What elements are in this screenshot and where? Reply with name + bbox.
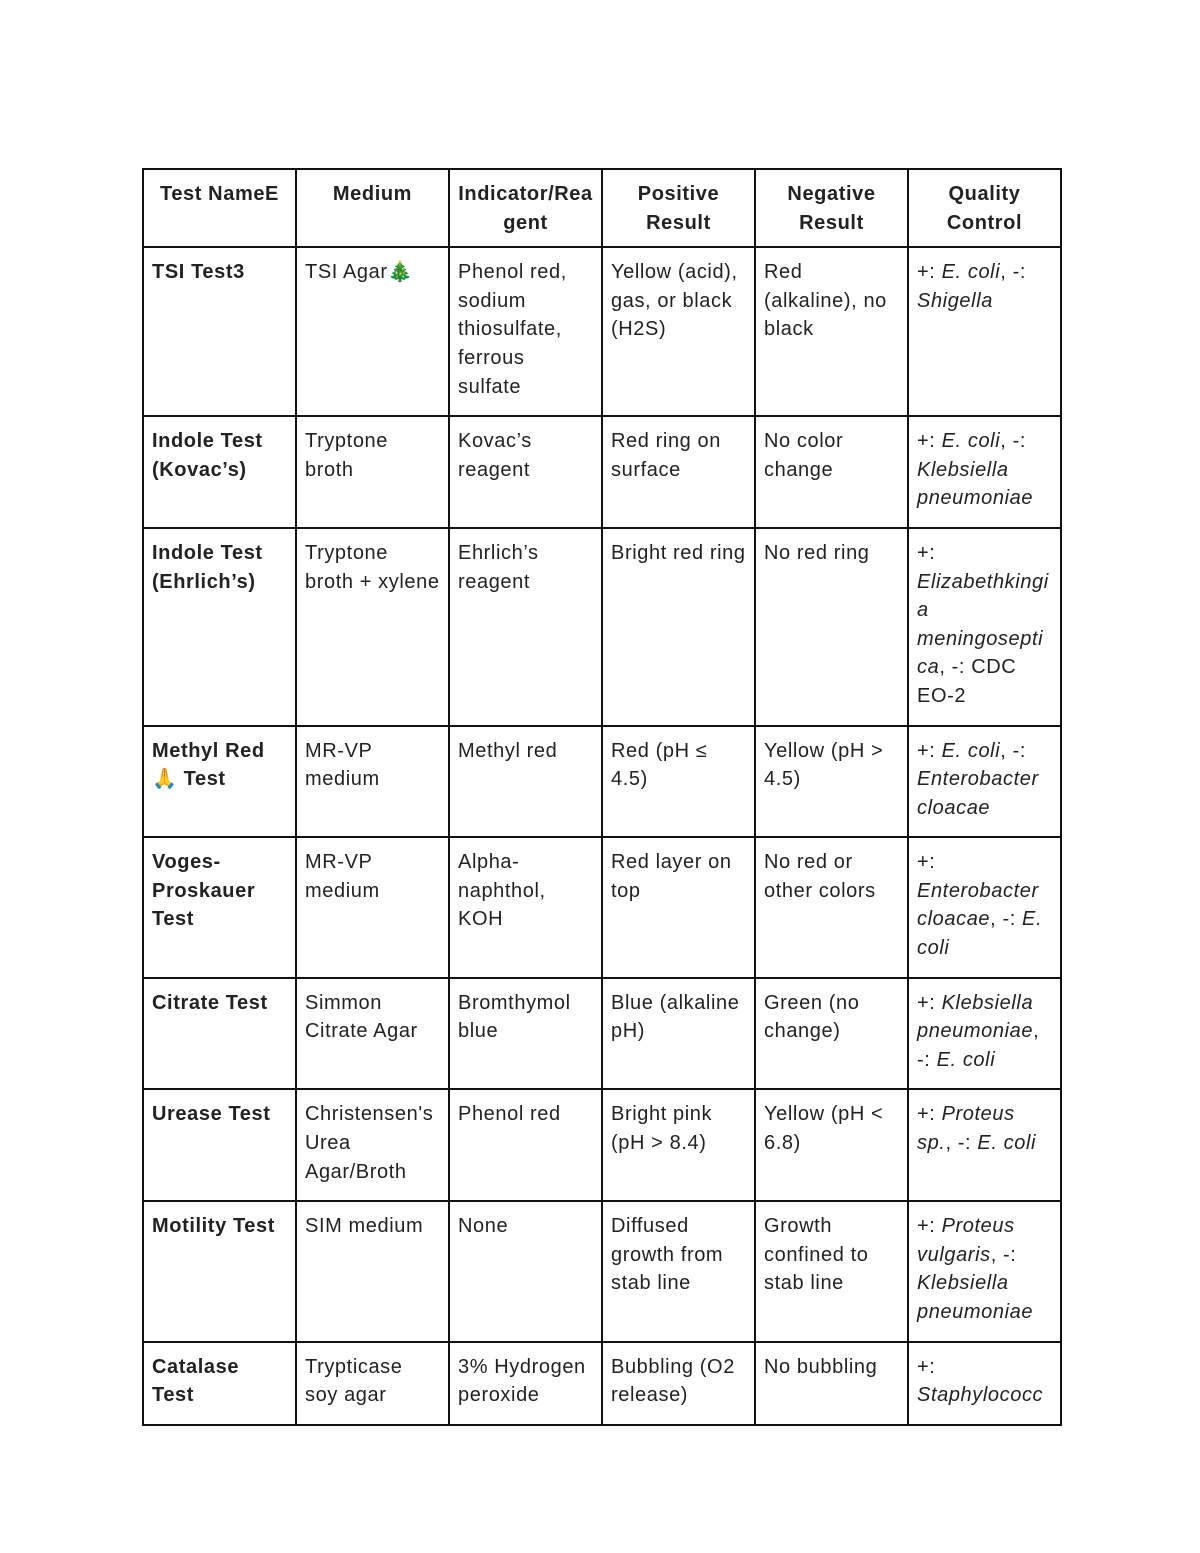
positive-result-cell: Bubbling (O2 release) [602, 1342, 755, 1425]
header-medium: Medium [296, 169, 449, 247]
qc-text: +: [917, 851, 936, 874]
medium-cell: Simmon Citrate Agar [296, 978, 449, 1090]
qc-text: , -: CDC EO-2 [917, 656, 1017, 707]
header-negative-result: Negative Result [755, 169, 908, 247]
medium-cell: Tryptone broth + xylene [296, 528, 449, 726]
indicator-cell: None [449, 1201, 602, 1341]
organism-name: E. coli [917, 908, 1043, 960]
qc-text: +: [917, 1355, 936, 1378]
quality-control-cell [908, 247, 1061, 416]
header-positive-result: Positive Result [602, 169, 755, 247]
organism-name: Proteus sp. [917, 1103, 1015, 1155]
positive-result-cell: Yellow (acid), gas, or black (H2S) [602, 247, 755, 416]
quality-control-cell [908, 1089, 1061, 1201]
table-row [143, 1089, 1061, 1201]
organism-name: Shigella [917, 289, 993, 312]
indicator-cell: 3% Hydrogen peroxide [449, 1342, 602, 1425]
negative-result-cell: Green (no change) [755, 978, 908, 1090]
medium-cell: Tryptone broth [296, 416, 449, 528]
negative-result-cell: No red ring [755, 528, 908, 726]
qc-text: , -: [1000, 430, 1026, 453]
positive-result-cell: Red layer on top [602, 837, 755, 977]
positive-result-cell: Red (pH ≤ 4.5) [602, 726, 755, 838]
positive-result-cell: Bright red ring [602, 528, 755, 726]
organism-name: Enterobacter cloacae [917, 768, 1039, 819]
negative-result-cell: Growth confined to stab line [755, 1201, 908, 1341]
organism-name: Klebsiella pneumoniae [917, 991, 1034, 1043]
organism-name: Enterobacter cloacae [917, 879, 1039, 931]
test-name-cell: Methyl Red🙏 Test [143, 726, 296, 838]
indicator-cell: Ehrlich’s reagent [449, 528, 602, 726]
test-name-cell: Citrate Test [143, 978, 296, 1090]
qc-text: , -: [917, 1020, 1040, 1071]
quality-control-cell [908, 1201, 1061, 1341]
quality-control-cell [908, 978, 1061, 1090]
medium-cell: Trypticase soy agar [296, 1342, 449, 1425]
test-name-cell: Urease Test [143, 1089, 296, 1201]
positive-result-cell: Red ring on surface [602, 416, 755, 528]
table-body [143, 247, 1061, 1425]
quality-control-cell [908, 726, 1061, 838]
qc-text: +: [917, 991, 942, 1014]
test-name-cell: Motility Test [143, 1201, 296, 1341]
table-row [143, 416, 1061, 528]
quality-control-cell [908, 837, 1061, 977]
table-row [143, 837, 1061, 977]
medium-cell: SIM medium [296, 1201, 449, 1341]
qc-text: +: [917, 541, 936, 564]
quality-control-cell [908, 528, 1061, 726]
qc-text: , -: [1000, 739, 1026, 762]
indicator-cell: Alpha-naphthol, KOH [449, 837, 602, 977]
organism-name: Elizabethkingia meningoseptica [917, 570, 1049, 679]
negative-result-cell: Yellow (pH < 6.8) [755, 1089, 908, 1201]
organism-name: Staphylococc [917, 1384, 1044, 1407]
test-name-cell: Indole Test (Kovac’s) [143, 416, 296, 528]
header-quality-control: Quality Control [908, 169, 1061, 247]
qc-text: +: [917, 430, 942, 453]
qc-text: , -: [990, 1243, 1017, 1266]
indicator-cell: Kovac’s reagent [449, 416, 602, 528]
test-name-cell: TSI Test3 [143, 247, 296, 416]
table-row [143, 528, 1061, 726]
table-row [143, 1201, 1061, 1341]
indicator-cell: Bromthymol blue [449, 978, 602, 1090]
table-header-row [143, 169, 1061, 247]
table-row [143, 247, 1061, 416]
positive-result-cell: Blue (alkaline pH) [602, 978, 755, 1090]
test-name-cell: Catalase Test [143, 1342, 296, 1425]
table-row [143, 1342, 1061, 1425]
organism-name: E. coli [941, 430, 1001, 453]
organism-name: Klebsiella pneumoniae [917, 1272, 1034, 1323]
quality-control-cell [908, 1342, 1061, 1425]
test-name-cell: Voges-Proskauer Test [143, 837, 296, 977]
indicator-cell: Phenol red [449, 1089, 602, 1201]
negative-result-cell: No color change [755, 416, 908, 528]
negative-result-cell: No bubbling [755, 1342, 908, 1425]
header-test-name: Test NameE [143, 169, 296, 247]
qc-text: +: [917, 1103, 942, 1126]
qc-text: , -: [990, 908, 1023, 931]
medium-cell: Christensen's Urea Agar/Broth [296, 1089, 449, 1201]
qc-text: +: [917, 261, 942, 284]
medium-cell: MR-VP medium [296, 726, 449, 838]
organism-name: E. coli [936, 1048, 996, 1071]
quality-control-cell [908, 416, 1061, 528]
table-row [143, 726, 1061, 838]
qc-text: +: [917, 1215, 942, 1238]
qc-text: , -: [1000, 261, 1026, 284]
organism-name: E. coli [941, 261, 1001, 284]
organism-name: E. coli [941, 739, 1001, 762]
positive-result-cell: Bright pink (pH > 8.4) [602, 1089, 755, 1201]
organism-name: Proteus vulgaris [917, 1215, 1015, 1266]
qc-text: , -: [945, 1132, 978, 1155]
negative-result-cell: No red or other colors [755, 837, 908, 977]
test-name-cell: Indole Test (Ehrlich’s) [143, 528, 296, 726]
indicator-cell: Phenol red, sodium thiosulfate, ferrous sulfate [449, 247, 602, 416]
negative-result-cell: Yellow (pH > 4.5) [755, 726, 908, 838]
qc-text: +: [917, 739, 942, 762]
header-indicator-reagent: Indicator/Reagent [449, 169, 602, 247]
medium-cell: TSI Agar🎄 [296, 247, 449, 416]
biochemical-tests-table [142, 168, 1062, 1426]
organism-name: Klebsiella pneumoniae [917, 458, 1034, 510]
organism-name: E. coli [977, 1132, 1037, 1155]
negative-result-cell: Red (alkaline), no black [755, 247, 908, 416]
medium-cell: MR-VP medium [296, 837, 449, 977]
positive-result-cell: Diffused growth from stab line [602, 1201, 755, 1341]
indicator-cell: Methyl red [449, 726, 602, 838]
table-row [143, 978, 1061, 1090]
